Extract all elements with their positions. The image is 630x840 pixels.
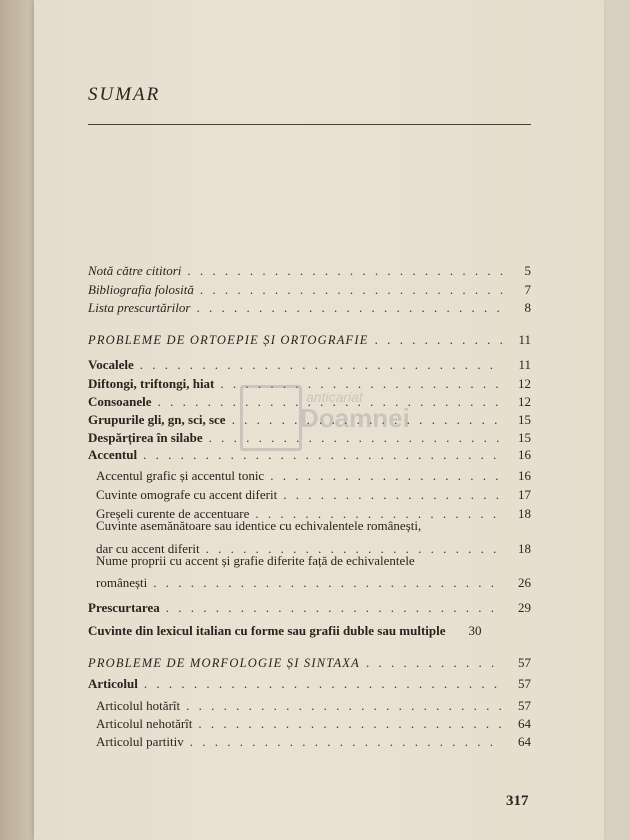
toc-entry: Articolul . . . 57 [88,676,531,692]
toc-subentry-line: Cuvinte asemănătoare sau identice cu echivalentele românești, [96,518,422,533]
toc-entry: Consoanele . . . 12 [88,394,531,410]
toc-subentry: Articolul hotărît . . . 57 [96,698,531,714]
watermark-line1: anticariat [306,389,363,405]
toc-subentry: Articolul partitiv . . . 64 [96,734,531,750]
toc-entry: Accentul . . . 16 [88,447,531,463]
book-gutter [0,0,34,840]
toc-entry: Cuvinte din lexicul italian cu forme sau grafii duble sau multiple 30 [88,623,482,638]
toc-subentry: Cuvinte omografe cu accent diferit . . . 17 [96,487,531,503]
toc-entry: Notă către cititori . . . 5 [88,263,531,279]
title-rule [88,124,531,125]
toc-entry: Bibliografia folosită . . . 7 [88,282,531,298]
toc-subentry: românești . . . 26 [96,575,531,591]
toc-entry: Grupurile gli, gn, sci, sce . . . 15 [88,412,531,428]
watermark-line2: Doamnei [300,403,410,433]
page-title: SUMAR [88,84,161,105]
toc-entry: Diftongi, triftongi, hiat . . . 12 [88,376,531,392]
toc-subentry: dar cu accent diferit . . . 18 [96,541,531,557]
toc-subentry: Accentul grafic și accentul tonic . . . 16 [96,468,531,484]
toc-section: PROBLEME DE ORTOEPIE ȘI ORTOGRAFIE . . . 11 [88,332,531,348]
toc-entry: Despărțirea în silabe . . . 15 [88,430,531,446]
toc-subentry: Articolul nehotărît . . . 64 [96,716,531,732]
toc-subentry: Greșeli curente de accentuare . . . 18 [96,506,531,522]
toc-entry: Lista prescurtărilor . . . 8 [88,300,531,316]
page-number: 317 [506,793,529,809]
toc-section: PROBLEME DE MORFOLOGIE ȘI SINTAXA . . . 57 [88,655,531,671]
toc-subentry-line: Nume proprii cu accent și grafie diferite față de echivalentele [96,553,415,568]
toc-entry: Prescurtarea . . . 29 [88,600,531,616]
toc-entry: Vocalele . . . 11 [88,357,531,373]
